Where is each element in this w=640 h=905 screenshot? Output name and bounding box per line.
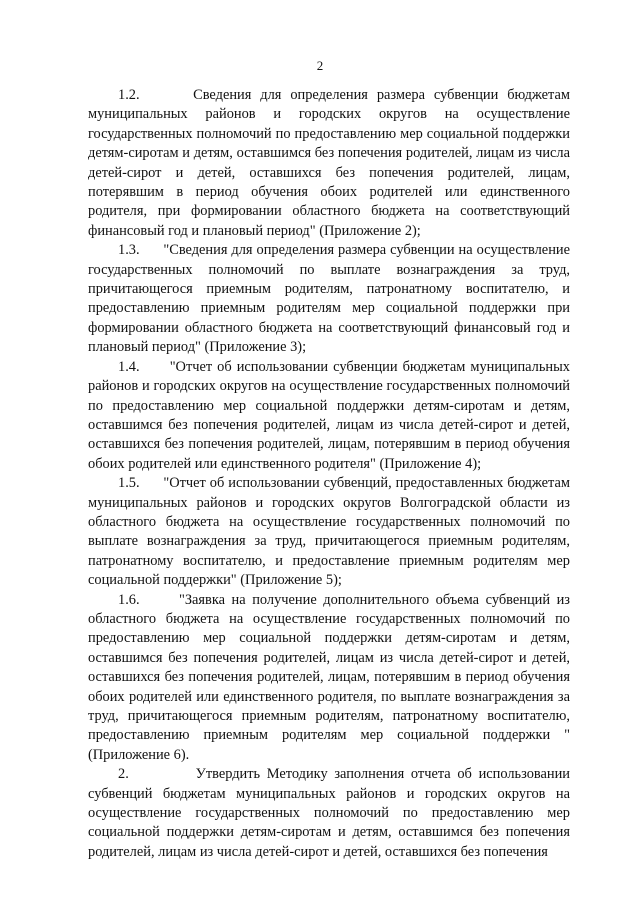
paragraph-1-6 [88,591,570,766]
page-number: 2 [316,58,324,73]
paragraph-text: Сведения для определения размера субвенции бюджетам муниципальных районов и городских округов на осуществление государственных полномочий по предоставлению мер социальной поддержки детям-сиротам и детям, оставшимся без попечения родителей, лицам из числа детей-сирот и детей, оставшихся без попечения родителей, лицам, потерявшим в период обучения обоих родителей или единственного родителя, при формировании областного бюджета на соответствующий финансовый год и плановый период" (Приложение 2); [88,87,571,239]
paragraph-1-5 [88,474,570,590]
paragraph-number: 1.6. [118,591,140,608]
paragraph-text: "Отчет об использовании субвенции бюджетам муниципальных районов и городских округов на осуществление государственных полномочий по предоставлению мер социальной поддержки детям-сиротам и детям, оставшимся без попечения родителей, лицам из числа детей-сирот и детей, оставшихся без попечения родителей, лицам, потерявшим в период обучения обоих родителей или единственного родителя" (Приложение 4); [88,358,570,472]
document-body [88,86,570,862]
paragraph-1-3 [88,241,570,357]
paragraph-text: "Отчет об использовании субвенций, предоставленных бюджетам муниципальных районов и городских округов Волгоградской области из областного бюджета на осуществление государственных полномочий по выплате вознаграждения за труд, причитающегося приемным родителям, патронатному воспитателю, и предоставление приемным родителям мер социальной поддержки" (Приложение 5); [88,475,571,589]
paragraph-number: 1.5. [118,475,140,492]
paragraph-number: 1.4. [118,358,140,375]
paragraph-2 [88,765,570,862]
paragraph-1-2 [88,86,570,241]
paragraph-number: 2. [118,766,129,783]
paragraph-1-4 [88,358,570,474]
paragraph-number: 1.2. [118,87,140,103]
paragraph-number: 1.3. [118,242,140,259]
paragraph-text: "Сведения для определения размера субвенции на осуществление государственных полномочий по выплате вознаграждения за труд, причитающегося приемным родителям, патронатному воспитателю, и предоставлению приемным родителям мер социальной поддержки при формировании областного бюджета на соответствующий финансовый год и плановый период" (Приложение 3); [88,242,570,356]
paragraph-text: Утвердить Методику заполнения отчета об использовании субвенций бюджетам муниципальных районов и городских округов на осуществление государственных полномочий по предоставлению мер социальной поддержки детям-сиротам и детям, оставшимся без попечения родителей, лицам из числа детей-сирот и детей, оставшихся без попечения [88,766,570,860]
paragraph-text: "Заявка на получение дополнительного объема субвенций из областного бюджета на осуществление государственных полномочий по предоставлению мер социальной поддержки детям-сиротам и детям, оставшимся без попечения родителей, лицам из числа детей-сирот и детей, оставшихся без попечения родителей, лицам, потерявшим в период обучения обоих родителей или единственного родителя, по выплате вознаграждения за труд, причитающегося приемным родителям, патронатному воспитателю, предоставлению приемным родителям мер социальной поддержки " (Приложение 6). [88,591,570,763]
